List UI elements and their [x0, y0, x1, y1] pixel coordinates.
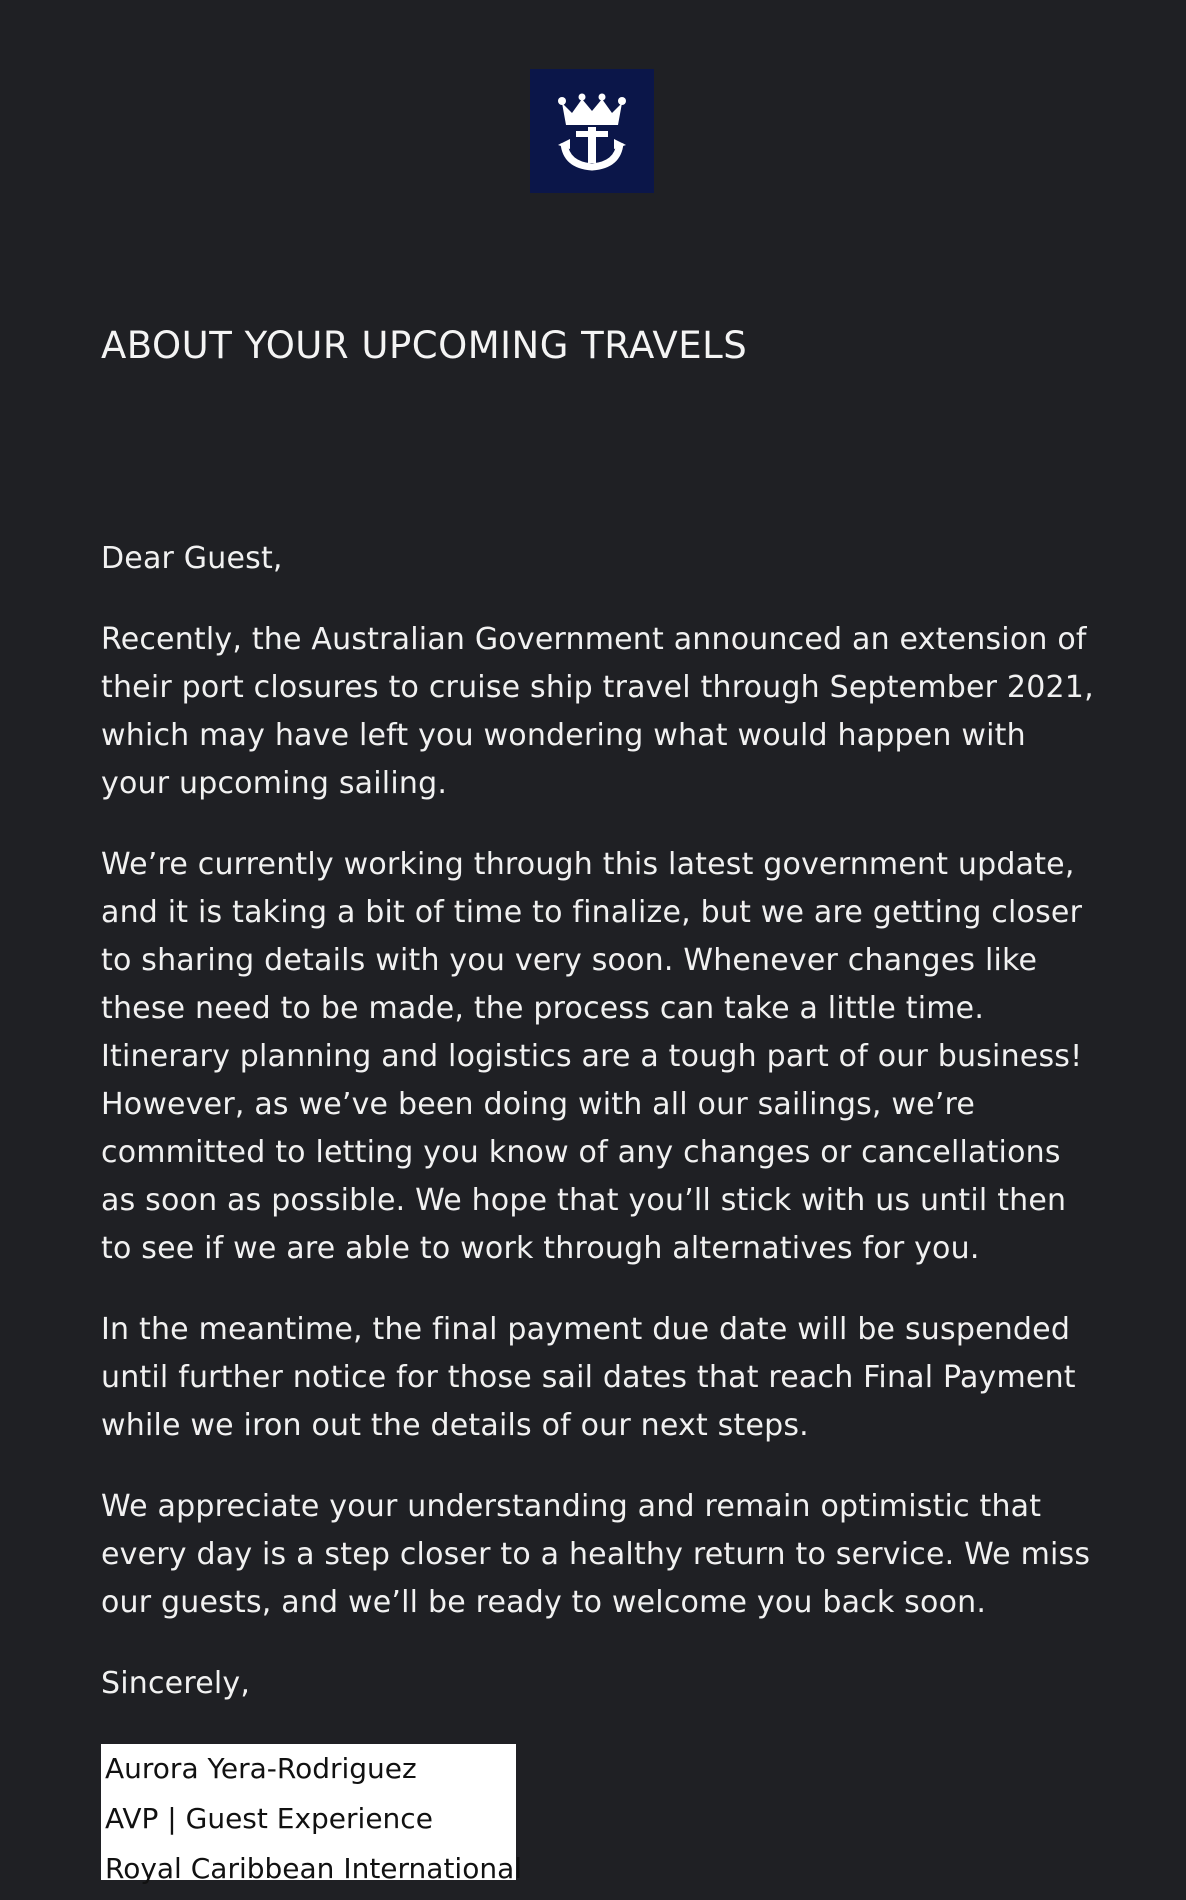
- paragraph-government-update: We’re currently working through this latest government update, and it is taking a bit of time to finalize, but we are getting closer to sharing details with you very soon. Whenever changes like these need to be made, the process can take a little time. Itinerary planning and logistics are a tough part of our business! However, as we’ve been doing with all our sailings, we’re committed to letting you know of any changes or cancellations as soon as possible. We hope that you’ll stick with us until then to see if we are able to work through alternatives for you.: [101, 847, 1083, 1266]
- paragraph-appreciation: We appreciate your understanding and remain optimistic that every day is a step closer to a healthy return to service. We miss our guests, and we’ll be ready to welcome you back soon.: [101, 1489, 1091, 1620]
- signature-title: AVP | Guest Experience: [105, 1802, 433, 1835]
- signature-block: [101, 1744, 523, 1885]
- crown-anchor-icon: [548, 87, 636, 175]
- signature-name: Aurora Yera-Rodriguez: [105, 1752, 417, 1785]
- greeting-text: Dear Guest,: [101, 541, 283, 576]
- page-title: ABOUT YOUR UPCOMING TRAVELS: [101, 324, 748, 367]
- sign-off-text: Sincerely,: [101, 1666, 251, 1701]
- paragraph-port-closures: Recently, the Australian Government announced an extension of their port closures to cruise ship travel through September 2021, which may have left you wondering what would happen with your upcoming sailing.: [101, 622, 1094, 801]
- paragraph-final-payment: In the meantime, the final payment due date will be suspended until further notice for those sail dates that reach Final Payment while we iron out the details of our next steps.: [101, 1312, 1076, 1443]
- signature-company: Royal Caribbean International: [105, 1852, 523, 1885]
- brand-logo: [530, 69, 654, 193]
